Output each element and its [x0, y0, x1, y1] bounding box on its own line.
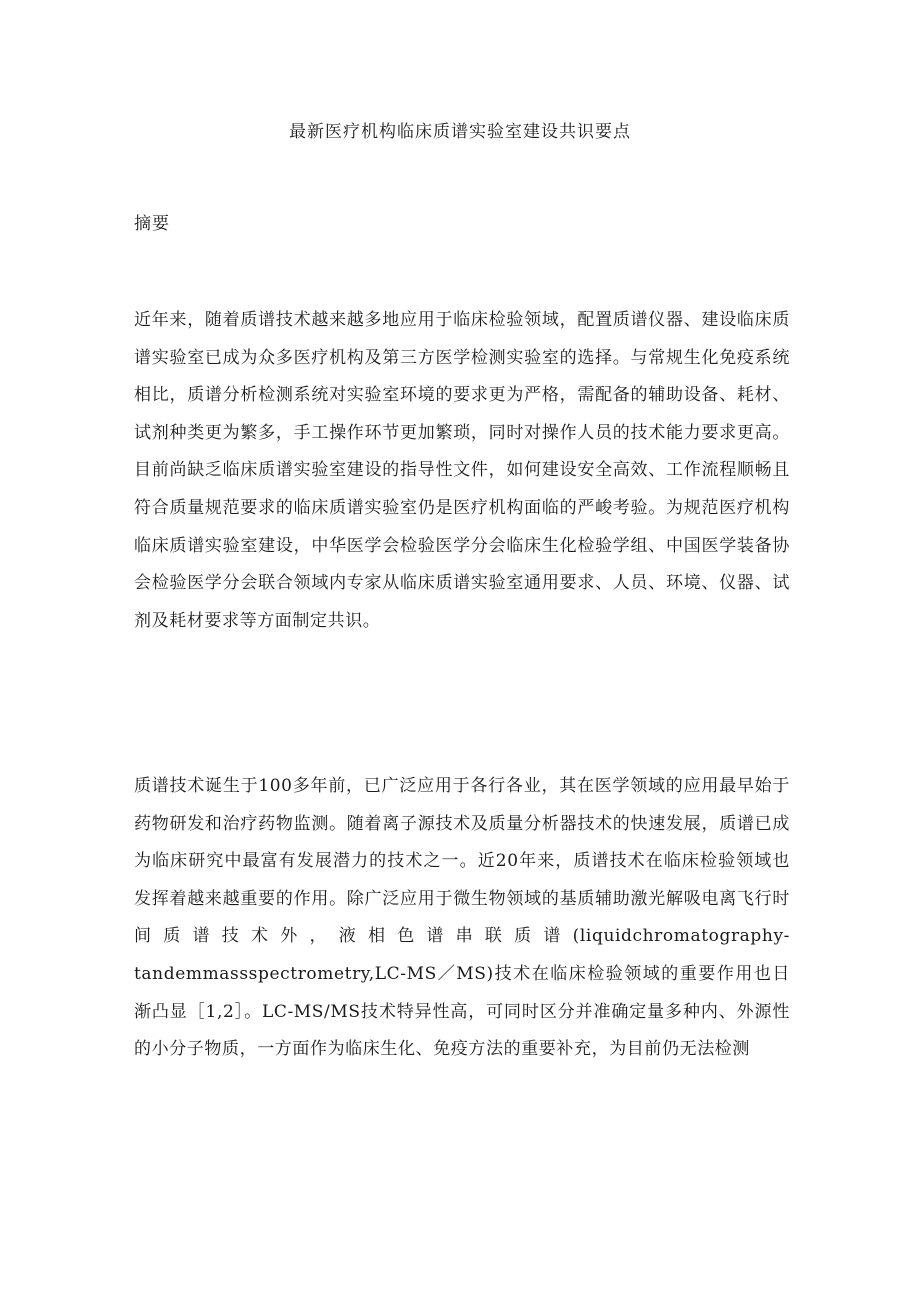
document-title: 最新医疗机构临床质谱实验室建设共识要点: [289, 122, 631, 142]
abstract-heading: 摘要: [134, 214, 170, 234]
abstract-paragraph-1: 近年来，随着质谱技术越来越多地应用于临床检验领域，配置质谱仪器、建设临床质谱实验室已成为众多医疗机构及第三方医学检测实验室的选择。与常规生化免疫系统相比，质谱分析检测系统对实验室环境的要求更为严格，需配备的辅助设备、耗材、试剂种类更为繁多，手工操作环节更加繁琐，同时对操作人员的技术能力要求更高。目前尚缺乏临床质谱实验室建设的指导性文件，如何建设安全高效、工作流程顺畅且符合质量规范要求的临床质谱实验室仍是医疗机构面临的严峻考验。为规范医疗机构临床质谱实验室建设，中华医学会检验医学分会临床生化检验学组、中国医学装备协会检验医学分会联合领域内专家从临床质谱实验室通用要求、人员、环境、仪器、试剂及耗材要求等方面制定共识。: [134, 310, 790, 631]
body-paragraph-2: 质谱技术诞生于100多年前，已广泛应用于各行各业，其在医学领域的应用最早始于药物研发和治疗药物监测。随着离子源技术及质量分析器技术的快速发展，质谱已成为临床研究中最富有发展潜力的技术之一。近20年来，质谱技术在临床检验领域也发挥着越来越重要的作用。除广泛应用于微生物领域的基质辅助激光解吸电离飞行时间质谱技术外，液相色谱串联质谱(liquidchromatography-tandemmassspectrometry,LC-MS／MS)技术在临床检验领域的重要作用也日渐凸显［1,2］。LC-MS/MS技术特异性高，可同时区分并准确定量多种内、外源性的小分子物质，一方面作为临床生化、免疫方法的重要补充，为目前仍无法检测: [134, 776, 790, 1060]
